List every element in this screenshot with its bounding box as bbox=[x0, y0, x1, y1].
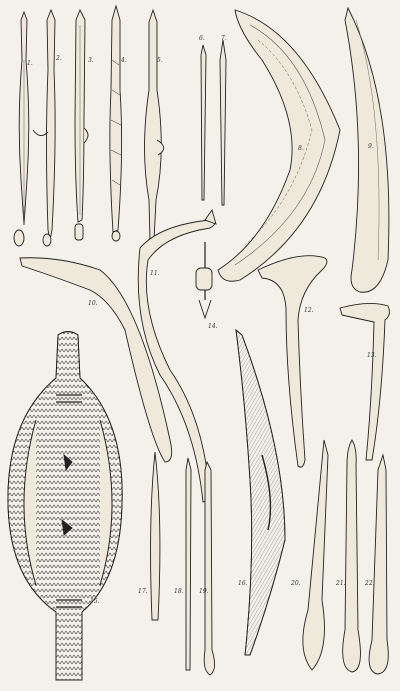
label-fig-18: 18. bbox=[174, 588, 184, 595]
label-fig-12: 12. bbox=[304, 307, 314, 314]
label-fig-4: 4. bbox=[121, 57, 127, 64]
spear-thrower-4 bbox=[110, 6, 122, 241]
label-fig-7: 7. bbox=[221, 35, 227, 42]
label-fig-17: 17. bbox=[138, 588, 148, 595]
label-fig-10: 10. bbox=[88, 300, 98, 307]
label-fig-2: 2. bbox=[56, 55, 62, 62]
label-fig-15: 15. bbox=[90, 598, 100, 605]
label-fig-11: 11. bbox=[150, 270, 160, 277]
label-fig-9: 9. bbox=[368, 143, 374, 150]
label-fig-20: 20. bbox=[291, 580, 301, 587]
label-fig-3: 3. bbox=[88, 57, 94, 64]
label-fig-8: 8. bbox=[298, 145, 304, 152]
label-fig-16: 16. bbox=[238, 580, 248, 587]
label-fig-13: 13. bbox=[367, 352, 377, 359]
spear-18 bbox=[186, 458, 191, 670]
label-fig-1: 1. bbox=[27, 60, 33, 67]
label-fig-5: 5. bbox=[157, 57, 163, 64]
label-fig-19: 19. bbox=[199, 588, 209, 595]
label-fig-21: 21. bbox=[336, 580, 346, 587]
label-fig-14: 14. bbox=[208, 323, 218, 330]
label-fig-22: 22. bbox=[365, 580, 375, 587]
label-fig-6: 6. bbox=[199, 35, 205, 42]
